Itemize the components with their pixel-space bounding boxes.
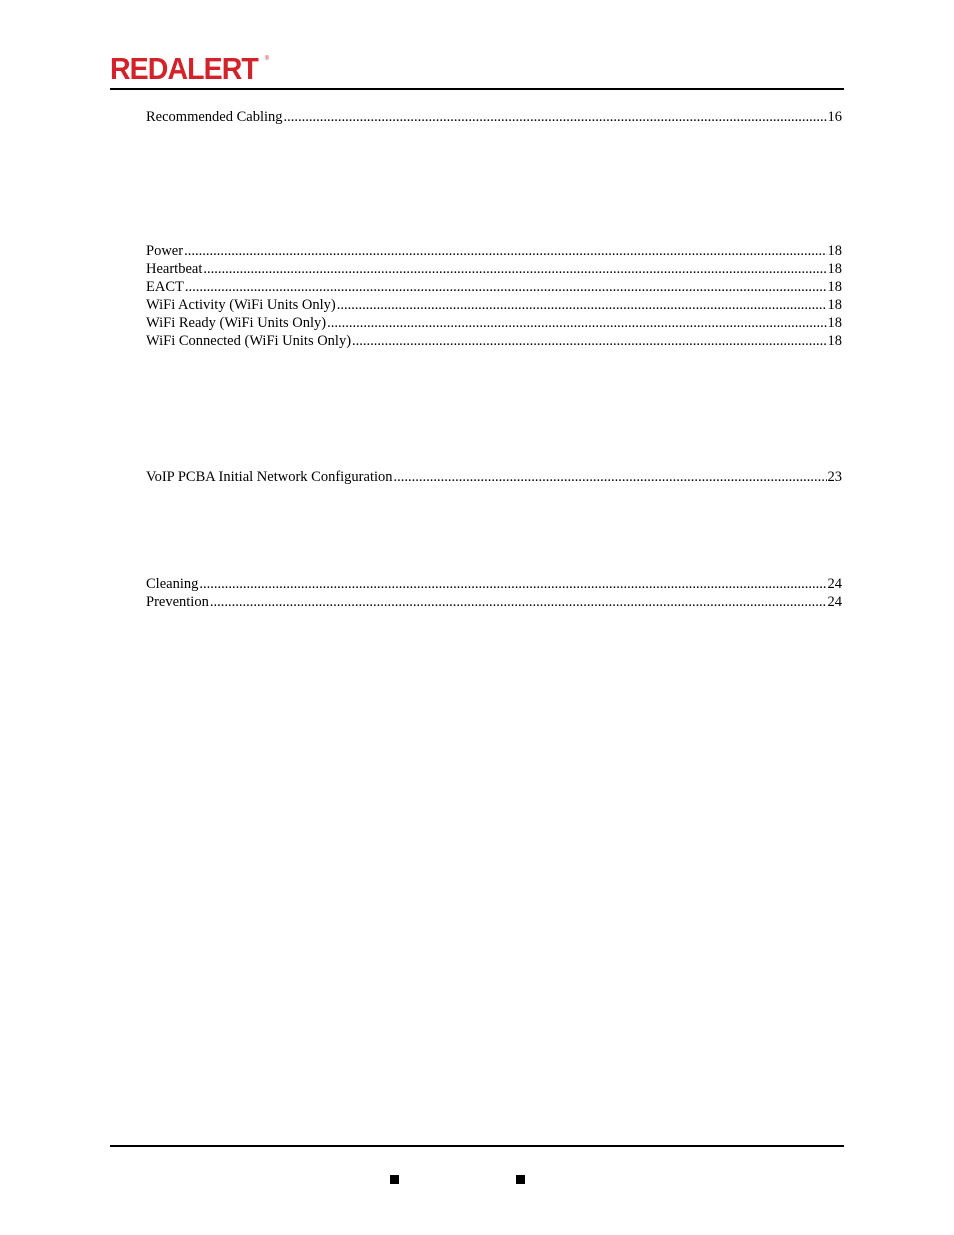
toc-entry-cleaning[interactable]	[146, 575, 842, 593]
toc-dot-leader	[199, 575, 826, 593]
toc-dot-leader	[185, 278, 827, 296]
toc-entry-page: 18	[827, 297, 842, 313]
header-rule	[110, 88, 844, 90]
toc-entry-title: Recommended Cabling	[146, 109, 283, 125]
toc-dot-leader	[284, 108, 827, 126]
toc-entry-heartbeat[interactable]	[146, 260, 842, 278]
toc-entry-page: 18	[827, 279, 842, 295]
toc-entry-power[interactable]	[146, 242, 842, 260]
toc-entry-title: Heartbeat	[146, 261, 203, 277]
toc-entry-title: WiFi Activity (WiFi Units Only)	[146, 297, 336, 313]
toc-dot-leader	[327, 314, 826, 332]
toc-entry-page: 16	[827, 109, 842, 125]
toc-entry-prevention[interactable]	[146, 593, 842, 611]
toc-entry-eact[interactable]	[146, 278, 842, 296]
toc-entry-title: Cleaning	[146, 576, 199, 592]
toc-entry-wifi-activity[interactable]	[146, 296, 842, 314]
toc-entry-title: WiFi Ready (WiFi Units Only)	[146, 315, 327, 331]
toc-dot-leader	[184, 242, 826, 260]
toc-entry-page: 24	[827, 594, 842, 610]
toc-entry-page: 18	[827, 333, 842, 349]
toc-entry-page: 18	[827, 261, 842, 277]
toc-entry-page: 24	[827, 576, 842, 592]
footer-rule	[110, 1145, 844, 1147]
toc-entry-page: 18	[827, 315, 842, 331]
toc-entry-title: VoIP PCBA Initial Network Configuration	[146, 469, 393, 485]
toc-dot-leader	[210, 593, 827, 611]
toc-dot-leader	[394, 468, 827, 486]
toc-entry-voip-network-config[interactable]	[146, 468, 842, 486]
toc-entry-page: 18	[827, 243, 842, 259]
toc-dot-leader	[337, 296, 827, 314]
toc-entry-title: EACT	[146, 279, 184, 295]
red-alert-logo	[110, 51, 270, 86]
toc-entry-wifi-connected[interactable]	[146, 332, 842, 350]
toc-dot-leader	[203, 260, 826, 278]
toc-entry-page: 23	[827, 469, 842, 485]
toc-entry-title: Power	[146, 243, 184, 259]
toc-dot-leader	[352, 332, 826, 350]
registered-mark: ®	[264, 56, 270, 62]
square-bullet-icon	[390, 1175, 399, 1184]
logo-text: REDALERT	[110, 51, 258, 86]
square-bullet-icon	[516, 1175, 525, 1184]
toc-entry-recommended-cabling[interactable]	[146, 108, 842, 126]
toc-entry-wifi-ready[interactable]	[146, 314, 842, 332]
toc-entry-title: WiFi Connected (WiFi Units Only)	[146, 333, 352, 349]
toc-entry-title: Prevention	[146, 594, 209, 610]
